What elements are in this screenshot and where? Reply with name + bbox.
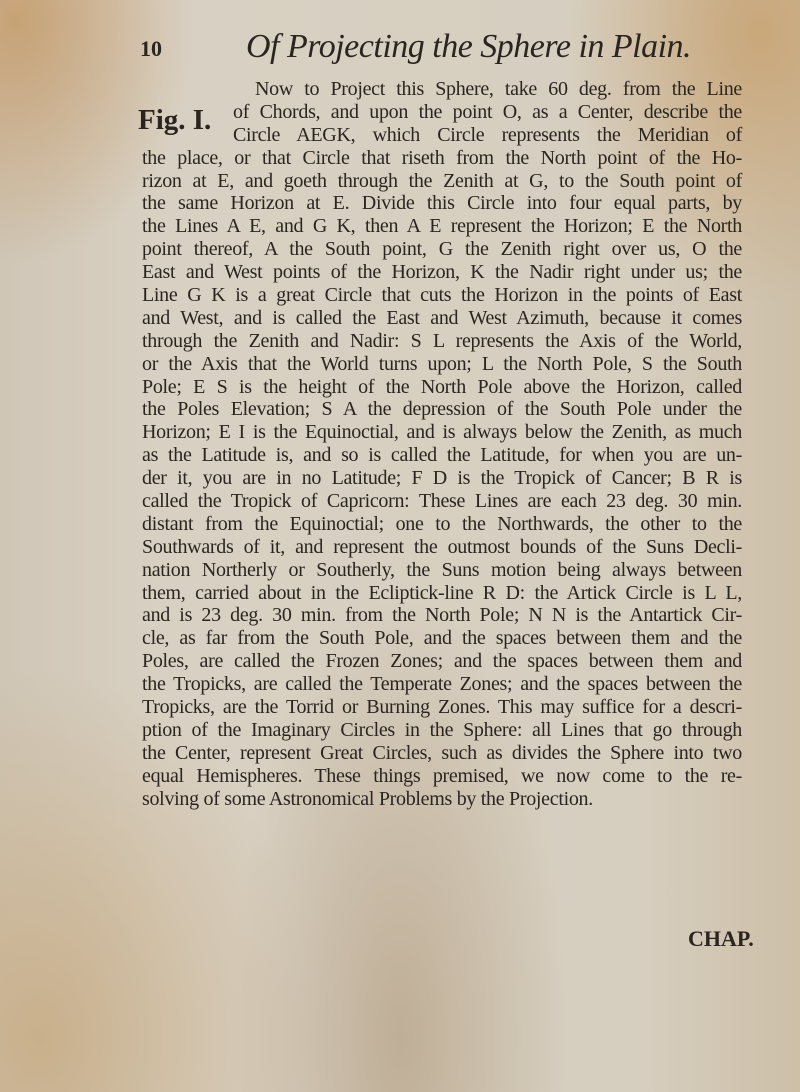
- text-line: and is 23 deg. 30 min. from the North Pole; N N is the Antartick Cir-: [142, 604, 742, 627]
- text-line: solving of some Astronomical Problems by the Projection.: [142, 787, 593, 810]
- text-line: the Tropicks, are called the Temperate Zones; and the spaces between the: [142, 673, 742, 696]
- text-line: the same Horizon at E. Divide this Circle into four equal parts, by: [142, 192, 742, 215]
- text-line: called the Tropick of Capricorn: These Lines are each 23 deg. 30 min.: [142, 490, 742, 513]
- text-line: Pole; E S is the height of the North Pole above the Horizon, called: [142, 375, 742, 398]
- text-line: or the Axis that the World turns upon; L the North Pole, S the South: [142, 352, 742, 375]
- text-line: of Chords, and upon the point O, as a Center, describe the: [233, 100, 742, 123]
- text-line: through the Zenith and Nadir: S L represents the Axis of the World,: [142, 329, 742, 352]
- page-title: Of Projecting the Sphere in Plain.: [246, 28, 692, 65]
- text-line: the place, or that Circle that riseth from the North point of the Ho-: [142, 146, 742, 169]
- text-line: as the Latitude is, and so is called the Latitude, for when you are un-: [142, 444, 742, 467]
- text-line: rizon at E, and goeth through the Zenith at G, to the South point of: [142, 169, 742, 192]
- text-line: cle, as far from the South Pole, and the spaces between them and the: [142, 627, 742, 650]
- text-line: East and West points of the Horizon, K the Nadir right under us; the: [142, 261, 742, 284]
- text-line: them, carried about in the Ecliptick-line R D: the Artick Circle is L L,: [142, 581, 742, 604]
- text-line: distant from the Equinoctial; one to the Northwards, the other to the: [142, 512, 742, 535]
- page-number: 10: [140, 36, 162, 61]
- catchword: CHAP.: [688, 926, 754, 951]
- text-line: nation Northerly or Southerly, the Suns motion being always between: [142, 558, 742, 581]
- text-line: Poles, are called the Frozen Zones; and the spaces between them and: [142, 650, 742, 673]
- text-line: Line G K is a great Circle that cuts the Horizon in the points of East: [142, 284, 742, 307]
- text-line: Circle AEGK, which Circle represents the Meridian of: [233, 123, 742, 146]
- text-line: Horizon; E I is the Equinoctial, and is always below the Zenith, as much: [142, 421, 742, 444]
- text-line: the Center, represent Great Circles, such as divides the Sphere into two: [142, 741, 742, 764]
- text-line: Southwards of it, and represent the outmost bounds of the Suns Decli-: [142, 535, 742, 558]
- text-line: the Lines A E, and G K, then A E represent the Horizon; E the North: [142, 215, 742, 238]
- text-line: equal Hemispheres. These things premised, we now come to the re-: [142, 764, 742, 787]
- text-line: ption of the Imaginary Circles in the Sphere: all Lines that go through: [142, 718, 742, 741]
- text-line: the Poles Elevation; S A the depression of the South Pole under the: [142, 398, 742, 421]
- text-line: der it, you are in no Latitude; F D is the Tropick of Cancer; B R is: [142, 467, 742, 490]
- text-line: and West, and is called the East and West Azimuth, because it comes: [142, 306, 742, 329]
- body-text: [142, 78, 742, 811]
- text-line: Tropicks, are the Torrid or Burning Zones. This may suffice for a descri-: [142, 696, 742, 719]
- running-header: [140, 28, 745, 68]
- text-line: point thereof, A the South point, G the Zenith right over us, O the: [142, 238, 742, 261]
- text-line: Now to Project this Sphere, take 60 deg. from the Line: [255, 78, 742, 100]
- figure-reference: Fig. I.: [138, 104, 212, 136]
